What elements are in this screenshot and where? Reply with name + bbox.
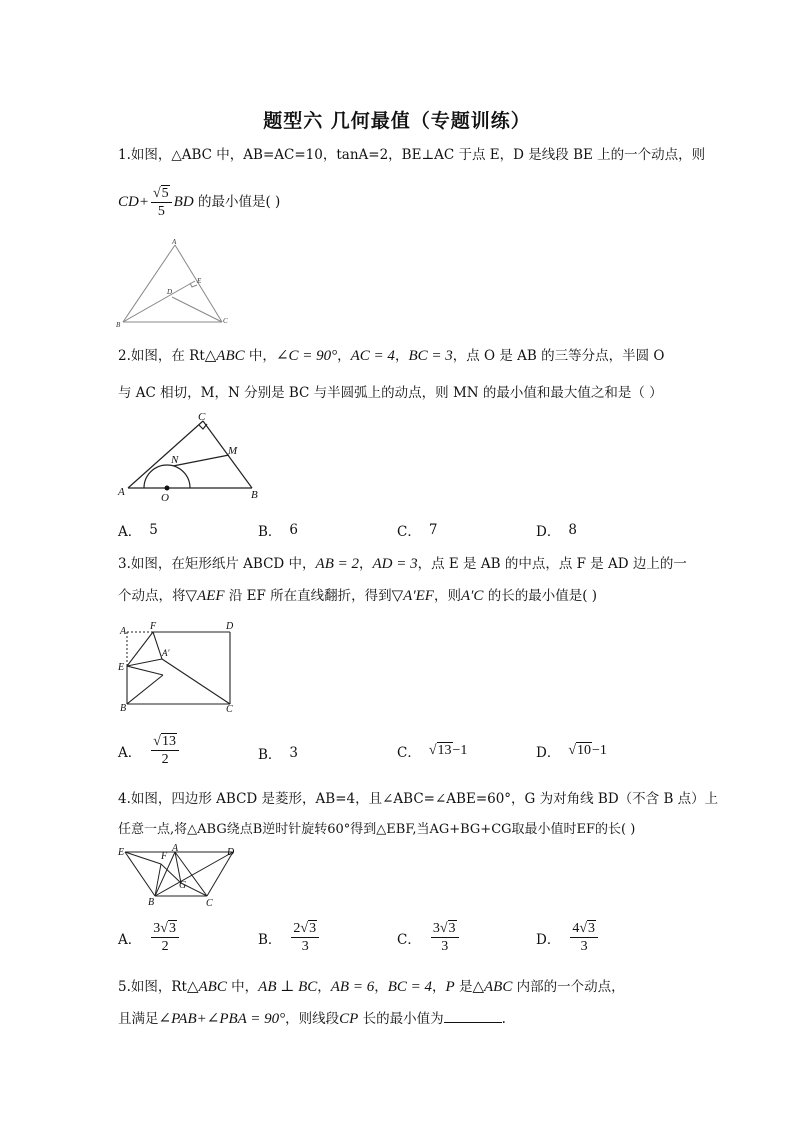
q1-figure bbox=[115, 236, 235, 332]
q2-line2: 与 AC 相切，M，N 分别是 BC 与半圆弧上的动点，则 MN 的最小值和最大值之和是（ ） bbox=[118, 385, 663, 401]
q5-bc: BC = 4 bbox=[387, 979, 433, 995]
q2-line1 bbox=[118, 346, 678, 366]
q5-line1 bbox=[118, 977, 678, 997]
q4-label-d: D bbox=[227, 847, 235, 858]
q5-triangle: △ABC bbox=[186, 979, 227, 995]
q3-option-b[interactable]: B． 3 bbox=[258, 745, 299, 763]
q5-sep1: ， bbox=[317, 979, 331, 995]
q1-line1: 1.如图，△ABC 中，AB=AC=10，tanA=2，BE⊥AC 于点 E，D 是线段 BE 上的一个动点，则 bbox=[118, 147, 706, 163]
q3-label-c: C bbox=[226, 704, 233, 714]
q5-answer-blank[interactable] bbox=[444, 1008, 502, 1023]
q5-text-b: 中， bbox=[226, 979, 259, 995]
q4-figure bbox=[115, 842, 245, 908]
q3-figure bbox=[115, 620, 245, 714]
q3-text-f: 的长的最小值是( ) bbox=[483, 588, 598, 604]
q1-label-e: E bbox=[197, 277, 202, 285]
q2-label-o: O bbox=[161, 492, 169, 502]
q4-line2: 任意一点,将△ABG绕点B逆时针旋转60°得到△EBF,当AG+BG+CG取最小值时EF的长( ) bbox=[118, 822, 636, 837]
q5-text-f: ，则线段 bbox=[285, 1011, 340, 1027]
q4-label-f: F bbox=[161, 851, 168, 862]
q5-condition: ∠PAB+∠PBA = 90° bbox=[158, 1011, 286, 1027]
q2-text-b: 中， bbox=[244, 348, 276, 364]
q1-label-d: D bbox=[167, 288, 173, 296]
q3-option-a[interactable]: A． $\frac{√13}{2}$ bbox=[118, 733, 181, 768]
q2-label-c: C bbox=[198, 412, 206, 423]
q1-label-a: A bbox=[172, 238, 177, 246]
q3-ad: AD = 3 bbox=[372, 556, 418, 572]
q3-segment: A′C bbox=[460, 588, 484, 604]
q3-triangle2: ▽A′EF bbox=[391, 588, 434, 604]
q1-tail: 的最小值是( ) bbox=[193, 194, 281, 210]
q3-label-f: F bbox=[150, 621, 157, 632]
q3-label-e: E bbox=[118, 662, 125, 673]
q2-sep1: ， bbox=[337, 348, 351, 364]
q2-angle: ∠C = 90° bbox=[275, 348, 338, 364]
q3-label-d: D bbox=[226, 621, 234, 632]
q5-sep3: ， bbox=[432, 979, 446, 995]
q3-text-e: ，则 bbox=[433, 588, 461, 604]
q3-line2 bbox=[118, 586, 678, 606]
q4-label-g: G bbox=[179, 880, 187, 891]
q5-text-d: 内部的一个动点， bbox=[512, 979, 625, 995]
q2-label-b: B bbox=[251, 489, 258, 501]
q3-label-a: A bbox=[120, 626, 127, 637]
q2-figure bbox=[115, 412, 275, 502]
q1-frac-den: 5 bbox=[157, 204, 165, 219]
q5-segment: CP bbox=[339, 1011, 359, 1027]
q1-expr-left: CD+ bbox=[118, 194, 149, 210]
q1-label-b: B bbox=[116, 321, 121, 329]
q3-label-b: B bbox=[120, 703, 127, 714]
q3-triangle1: ▽AEF bbox=[185, 588, 225, 604]
q2-triangle: △ABC bbox=[204, 348, 245, 364]
q1-label-c: C bbox=[223, 317, 228, 325]
q2-sep2: ， bbox=[394, 348, 409, 364]
q2-ac: AC = 4 bbox=[350, 348, 395, 364]
q4-label-a: A bbox=[172, 843, 179, 854]
q2-label-a: A bbox=[118, 486, 125, 498]
q5-sep2: ， bbox=[374, 979, 388, 995]
q3-option-d[interactable]: D． √10 −1 bbox=[536, 743, 607, 761]
q4-line1: 4.如图，四边形 ABCD 是菱形，AB=4，且∠ABC=∠ABE=60°，G 为对角线 BD（不含 B 点）上 bbox=[118, 791, 719, 807]
q4-label-e: E bbox=[118, 847, 125, 858]
q2-bc: BC = 3 bbox=[408, 348, 453, 364]
q3-text-a: 3.如图，在矩形纸片 ABCD 中， bbox=[118, 556, 316, 572]
q1-expr-right: BD bbox=[173, 194, 194, 210]
q4-option-d[interactable]: D． $\frac{4√3}{3}$ bbox=[536, 920, 600, 955]
q2-label-n: N bbox=[171, 454, 179, 466]
q5-perp: AB ⊥ BC bbox=[258, 979, 318, 995]
page-title: 题型六 几何最值（专题训练） bbox=[263, 110, 531, 132]
q2-label-m: M bbox=[228, 445, 238, 457]
q1-line2 bbox=[118, 185, 678, 220]
q1-frac-num: 5 bbox=[161, 186, 169, 201]
q5-line2 bbox=[118, 1008, 678, 1029]
q5-end: . bbox=[501, 1011, 506, 1027]
q4-option-b[interactable]: B． $\frac{2√3}{3}$ bbox=[258, 920, 321, 955]
q2-text-a: 2.如图，在 Rt bbox=[118, 348, 205, 364]
q5-text-a: 5.如图，Rt bbox=[118, 979, 187, 995]
q5-text-c: 是 bbox=[454, 979, 473, 995]
q5-ab: AB = 6 bbox=[330, 979, 375, 995]
q2-option-b[interactable]: B． 6 bbox=[258, 522, 299, 540]
q3-sep1: ， bbox=[359, 556, 373, 572]
q5-text-e: 且满足 bbox=[118, 1011, 159, 1027]
q2-option-c[interactable]: C． 7 bbox=[397, 522, 438, 540]
q3-line1 bbox=[118, 554, 687, 574]
q3-text-d: 沿 EF 所在直线翻折，得到 bbox=[224, 588, 392, 604]
q3-option-c[interactable]: C． √13 −1 bbox=[397, 743, 468, 761]
q2-text-c: ，点 O 是 AB 的三等分点，半圆 O bbox=[452, 348, 665, 364]
q4-option-a[interactable]: A． $\frac{3√3}{2}$ bbox=[118, 920, 181, 955]
q5-point-p: P bbox=[445, 979, 455, 995]
q4-label-c: C bbox=[206, 898, 213, 908]
q4-option-c[interactable]: C． $\frac{3√3}{3}$ bbox=[397, 920, 461, 955]
q5-text-g: 长的最小值为 bbox=[358, 1011, 444, 1027]
q3-text-b: ，点 E 是 AB 的中点，点 F 是 AD 边上的一 bbox=[417, 556, 687, 572]
q2-option-d[interactable]: D． 8 bbox=[536, 522, 577, 540]
q3-label-a-prime: A′ bbox=[162, 648, 170, 658]
q5-triangle2: △ABC bbox=[472, 979, 513, 995]
q4-label-b: B bbox=[148, 897, 155, 908]
q3-text-c: 个动点，将 bbox=[118, 588, 186, 604]
q1-fraction: $\frac{√5}{5}$ bbox=[151, 185, 172, 220]
q2-option-a[interactable]: A． 5 bbox=[118, 522, 158, 540]
q3-ab: AB = 2 bbox=[315, 556, 359, 572]
